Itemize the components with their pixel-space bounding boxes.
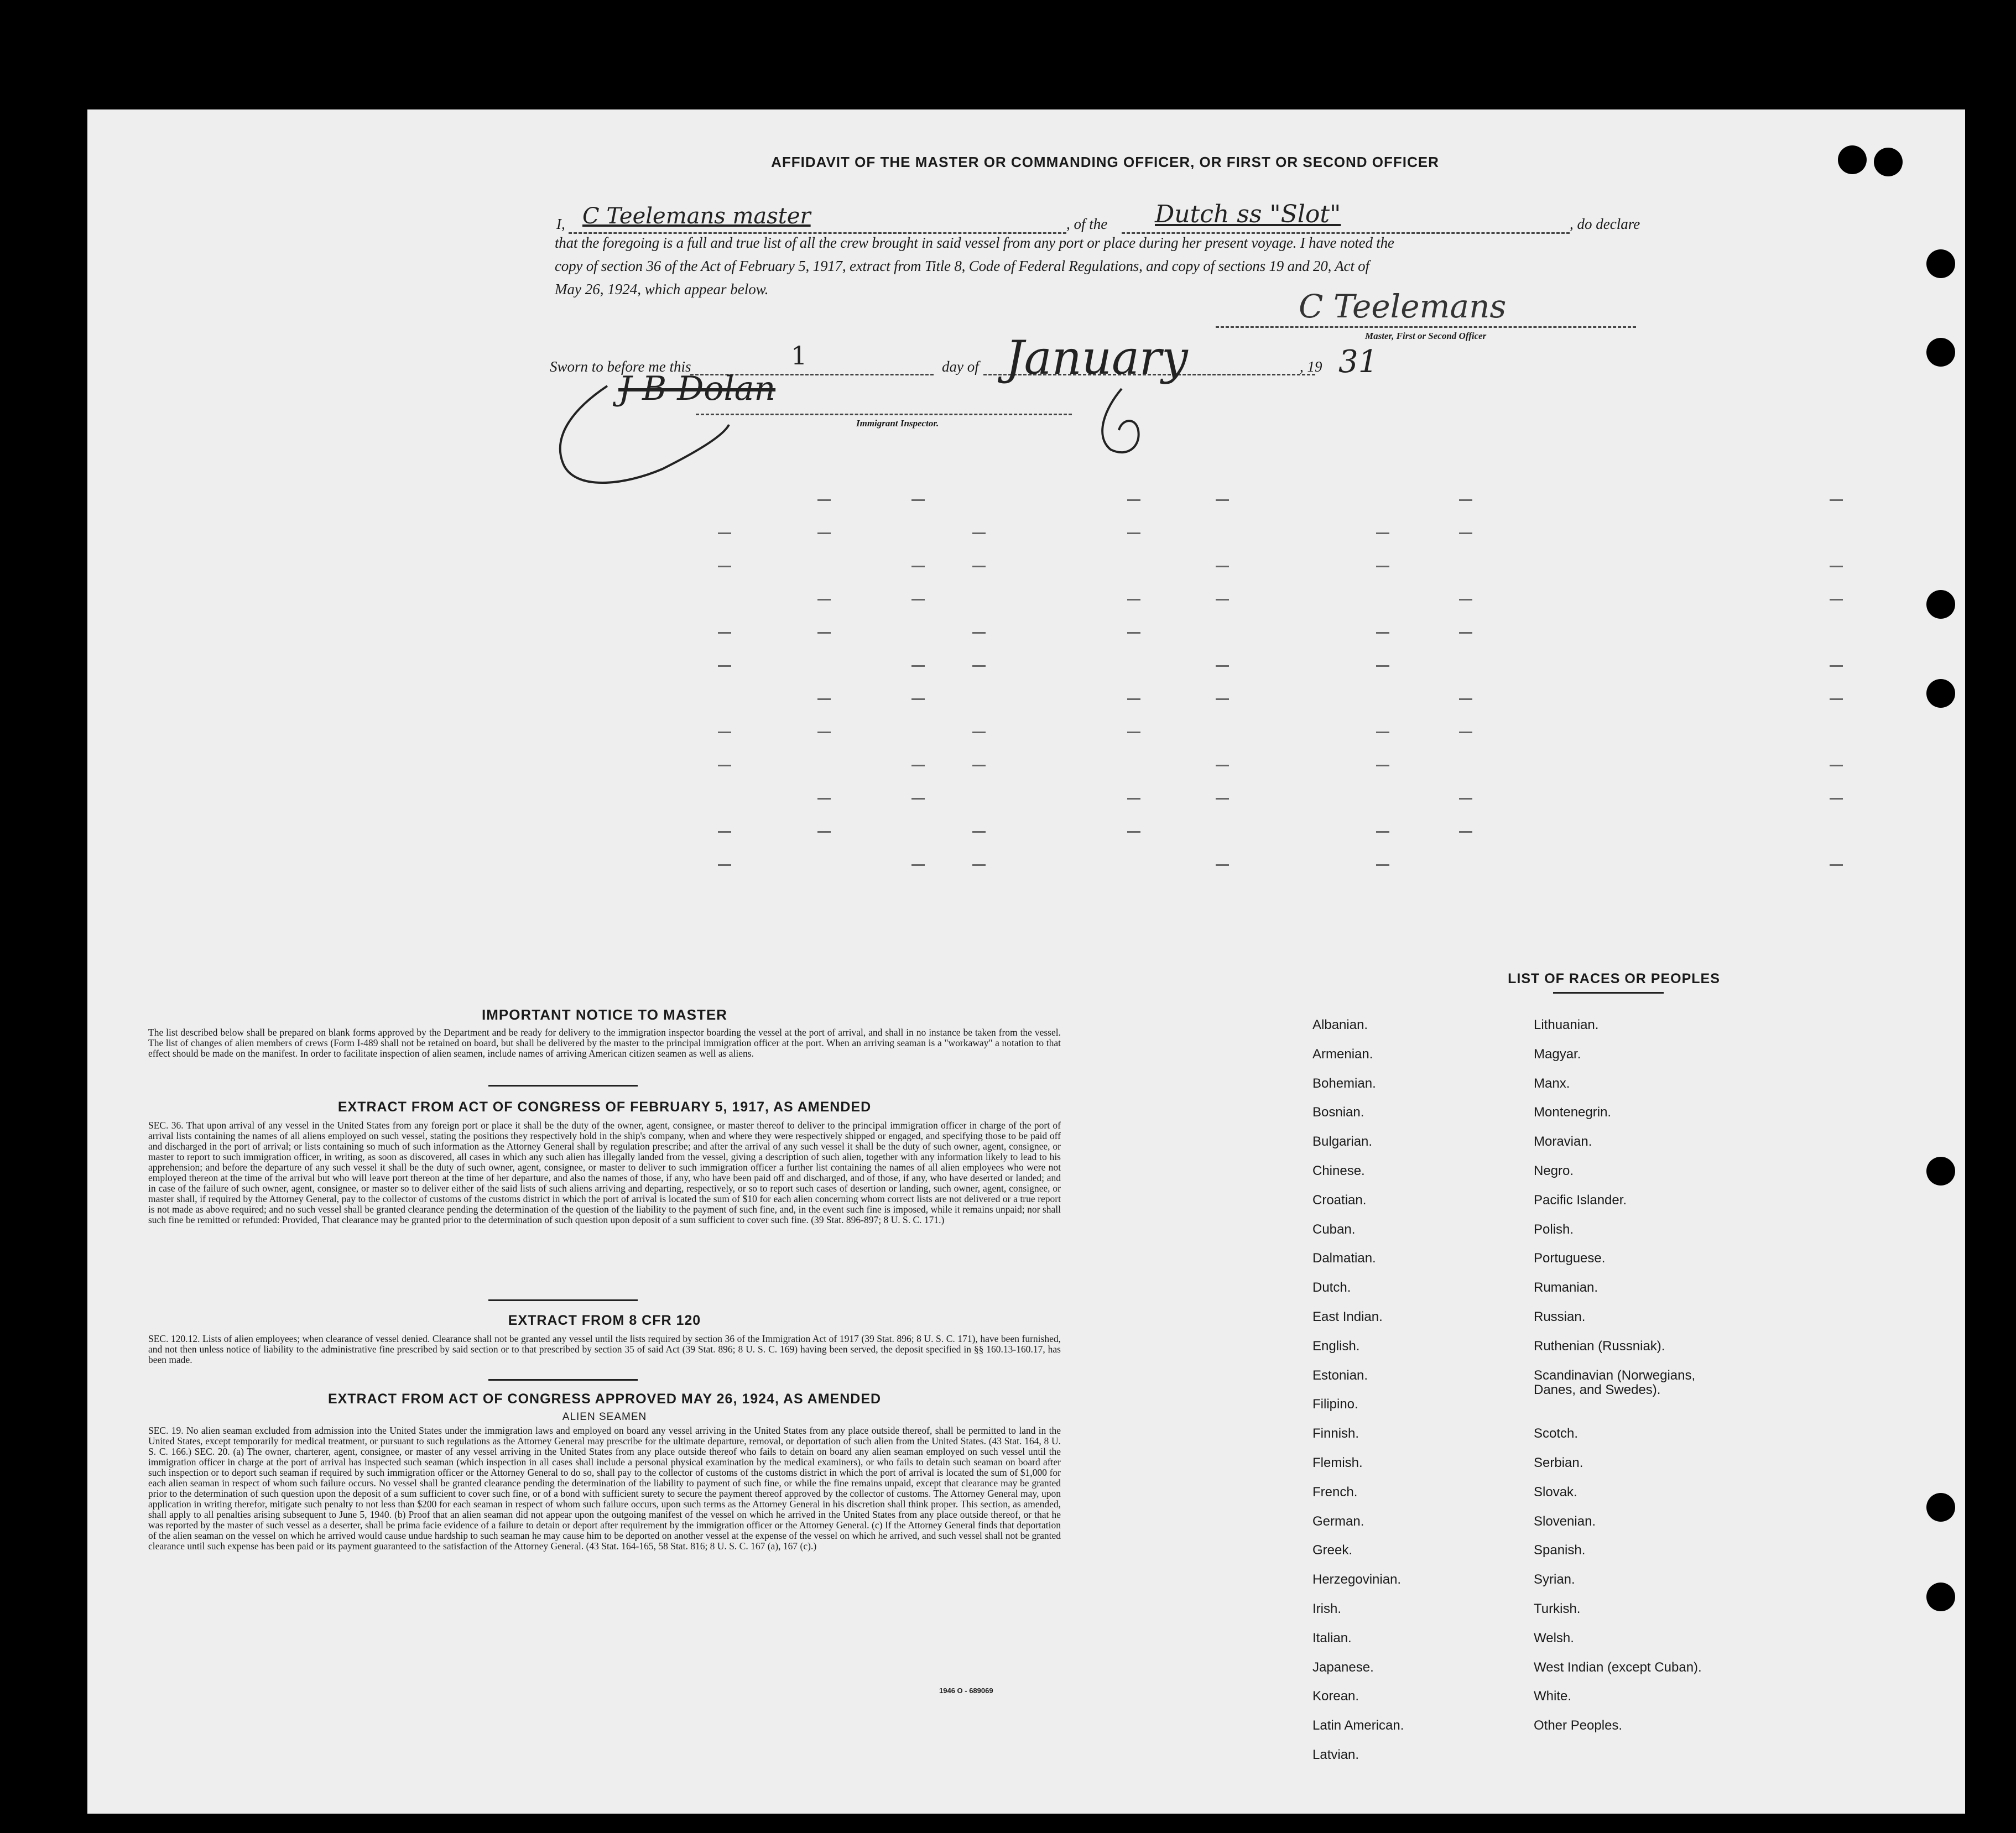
faint-dash (972, 864, 986, 866)
punch-hole (1926, 679, 1955, 708)
i-label: I, (556, 216, 565, 232)
faint-dash (718, 566, 731, 567)
punch-hole (1874, 148, 1903, 176)
race-item: Bulgarian. (1312, 1134, 1373, 1150)
master-name-handwritten: C Teelemans master (582, 203, 811, 229)
faint-dash (911, 864, 925, 866)
race-item: Montenegrin. (1534, 1105, 1612, 1120)
extract-1917-title: EXTRACT FROM ACT OF CONGRESS OF FEBRUARY 5, 1917, AS AMENDED (337, 1099, 872, 1115)
punch-hole (1926, 590, 1955, 619)
faint-dash (1459, 532, 1472, 534)
race-item: Japanese. (1312, 1659, 1374, 1675)
race-item: Welsh. (1534, 1630, 1574, 1646)
faint-dash (1830, 665, 1843, 667)
race-item: Portuguese. (1534, 1251, 1606, 1266)
race-item: Magyar. (1534, 1046, 1581, 1062)
race-item: Armenian. (1312, 1046, 1373, 1062)
faint-dash (817, 732, 831, 733)
faint-dash (1376, 532, 1389, 534)
race-item: Rumanian. (1534, 1280, 1598, 1296)
faint-dash (718, 665, 731, 667)
punch-hole (1926, 249, 1955, 278)
faint-dash (911, 698, 925, 700)
race-item: Ruthenian (Russniak). (1534, 1338, 1665, 1354)
sworn-day: 1 (791, 341, 808, 370)
race-item: Irish. (1312, 1601, 1342, 1616)
faint-dash (718, 765, 731, 766)
faint-dash (972, 765, 986, 766)
faint-dash (911, 665, 925, 667)
print-code: 1946 O - 689069 (939, 1686, 993, 1695)
race-item: Flemish. (1312, 1455, 1363, 1470)
faint-dash (972, 665, 986, 667)
race-item: Russian. (1534, 1309, 1586, 1324)
faint-dash (911, 566, 925, 567)
race-item: Latin American. (1312, 1718, 1404, 1733)
extract-1924-body: SEC. 19. No alien seaman excluded from admission into the United States under the immigration laws and employed on board any vessel arriving in the United States from any place outside thereof, shall be permitted to land in the United States, except temporarily for medical treatment, or pursuant to such regulations as the Attorney General may prescribe for the ultimate departure, removal, or deportation of such alien from the United States. (43 Stat. 164, 8 U. S. C. 166.) SEC. 20. (a) The owner, charterer, agent, consignee, or master of any vessel arriving in the United States from any place outside thereof who fails to detain on board any alien seaman employed on such vessel until the immigration officer in charge at the port of arrival has inspected such seaman (which inspection in all cases shall include a personal physical examination by the medical examiners), or who fails to detain such seaman on board after such inspection or to deport such seaman if required by such immigration officer or the Attorney General to do so, shall pay to the collector of customs of the customs district in which the port of arrival is located the sum of $1,000 for each alien seaman in respect of whom such failure occurs. No vessel shall be granted clearance pending the determination of the liability to payment of such fine, or while the fine remains unpaid, except that clearance may be granted prior to the determination of such question upon the deposit of a sum sufficient to cover such fine, or of a bond with sufficient surety to secure the payment thereof approved by the collector of customs. The Attorney General may, upon application in writing therefor, mitigate such penalty to not less than $200 for each seaman in respect of whom such failure occurs, upon such terms as the Attorney General in his discretion shall think proper. This section, as amended, shall apply to all penalties arising subsequent to June 5, 1940. (b) Proof that an alien seaman did not appear upon the outgoing manifest of the vessel on which he arrived in the United States from any place outside thereof, or that he was reported by the master of such vessel as a deserter, shall be prima facie evidence of a failure to detain or deport after requirement by the immigration officer or the Attorney General. (c) If the Attorney General finds that deportation of the alien seaman on the vessel on which he arrived would cause undue hardship to such seaman he may cause him to be deported on another vessel at the expense of the vessel on which he arrived, and such vessel shall not be granted clearance until such expense has been paid or its payment guaranteed to the satisfaction of the Attorney General. (43 Stat. 164-165, 58 Stat. 816; 8 U. S. C. 167 (a), 167 (c).) (148, 1425, 1061, 1552)
race-item: Manx. (1534, 1075, 1570, 1091)
faint-dash (1376, 765, 1389, 766)
faint-dash (1216, 566, 1229, 567)
faint-dash (718, 632, 731, 634)
faint-dash (1830, 566, 1843, 567)
faint-dash (1127, 632, 1140, 634)
extract-cfr-title: EXTRACT FROM 8 CFR 120 (508, 1313, 701, 1328)
race-item: Pacific Islander. (1534, 1192, 1627, 1208)
race-item: Scotch. (1534, 1426, 1579, 1442)
faint-dash (817, 499, 831, 501)
punch-hole (1926, 1157, 1955, 1186)
race-item: Polish. (1534, 1221, 1574, 1237)
faint-dash (1830, 765, 1843, 766)
notice-body: The list described below shall be prepared on blank forms approved by the Department and be ready for delivery to the immigration inspector boarding the vessel at the port of arrival, and shall in no instance be taken from the vessel. The list of changes of alien members of crews (Form I-489 shall not be retained on board, but shall be delivered by the master to the principal immigration officer at the port. When an arriving seaman is a "workaway" a notation to that effect should be made on the manifest. In order to facilitate inspection of alien seamen, include names of arriving American citizen seamen as well as aliens. (148, 1027, 1061, 1059)
notice-title: IMPORTANT NOTICE TO MASTER (482, 1006, 727, 1023)
race-item: Scandinavian (Norwegians, (1534, 1367, 1696, 1383)
race-item: Finnish. (1312, 1426, 1359, 1442)
faint-dash (1127, 698, 1140, 700)
faint-dash (1376, 566, 1389, 567)
vessel-name-handwritten: Dutch ss "Slot" (1155, 200, 1341, 228)
day-of-label: day of (942, 358, 979, 375)
race-item: English. (1312, 1338, 1360, 1354)
sworn-month: January (1006, 331, 1188, 385)
race-item: Dutch. (1312, 1280, 1351, 1296)
punch-hole (1926, 1583, 1955, 1611)
race-item: Bohemian. (1312, 1075, 1376, 1091)
sworn-label: Sworn to before me this (550, 358, 691, 375)
faint-dash (972, 732, 986, 733)
faint-dash (718, 831, 731, 833)
master-signature: C Teelemans (1299, 288, 1507, 325)
faint-dash (1216, 665, 1229, 667)
race-item: Slovak. (1534, 1484, 1577, 1500)
faint-dash (817, 831, 831, 833)
faint-dash (1127, 532, 1140, 534)
faint-dash (817, 632, 831, 634)
faint-dash (1216, 698, 1229, 700)
race-item: Estonian. (1312, 1367, 1368, 1383)
race-item: Korean. (1312, 1689, 1359, 1704)
faint-dash (972, 532, 986, 534)
faint-dash (1127, 798, 1140, 800)
race-item: Spanish. (1534, 1543, 1586, 1558)
inspector-caption: Immigrant Inspector. (856, 418, 939, 429)
race-item: Slovenian. (1534, 1513, 1596, 1529)
race-item: Turkish. (1534, 1601, 1581, 1616)
of-the-label: , of the (1066, 216, 1108, 232)
faint-dash (1376, 831, 1389, 833)
faint-dash (911, 765, 925, 766)
faint-dash (972, 831, 986, 833)
faint-dash (911, 798, 925, 800)
race-item: Chinese. (1312, 1163, 1365, 1178)
extract-cfr-body: SEC. 120.12. Lists of alien employees; when clearance of vessel denied. Clearance shall not be granted any vessel until the lists required by section 36 of the Immigration Act of 1917 (39 Stat. 896; 8 U. S. C. 171), have been furnished, and not then unless notice of liability to the administrative fine prescribed by said section or to that prescribed by section 35 of said Act (39 Stat. 896; 8 U. S. C. 169) having been served, the deposit specified in §§ 160.13-160.17, has been made. (148, 1333, 1061, 1365)
faint-dash (1216, 798, 1229, 800)
faint-dash (911, 499, 925, 501)
race-item: German. (1312, 1513, 1364, 1529)
faint-dash (1459, 698, 1472, 700)
faint-dash (817, 698, 831, 700)
race-item: Serbian. (1534, 1455, 1583, 1470)
race-item: Bosnian. (1312, 1105, 1364, 1120)
faint-dash (1376, 665, 1389, 667)
declaration-line-1: that the foregoing is a full and true list of all the crew brought in said vessel from any port or place during her present voyage. I have noted the (555, 234, 1394, 251)
race-item: Danes, and Swedes). (1534, 1382, 1661, 1397)
faint-dash (1830, 599, 1843, 600)
faint-dash (718, 864, 731, 866)
faint-dash (972, 632, 986, 634)
race-item: White. (1534, 1689, 1572, 1704)
extract-1924-subtitle: ALIEN SEAMEN (562, 1411, 647, 1423)
punch-hole (1838, 145, 1867, 174)
faint-dash (1216, 765, 1229, 766)
faint-dash (817, 532, 831, 534)
faint-dash (1127, 599, 1140, 600)
faint-dash (1127, 831, 1140, 833)
faint-dash (1376, 864, 1389, 866)
faint-dash (1459, 732, 1472, 733)
faint-dash (1376, 632, 1389, 634)
affidavit-title: AFFIDAVIT OF THE MASTER OR COMMANDING OFFICER, OR FIRST OR SECOND OFFICER (771, 154, 1439, 170)
race-item: Lithuanian. (1534, 1017, 1599, 1032)
year-prefix: , 19 (1300, 358, 1322, 375)
races-title: LIST OF RACES OR PEOPLES (1508, 971, 1720, 986)
race-item: Other Peoples. (1534, 1718, 1623, 1733)
race-item: West Indian (except Cuban). (1534, 1659, 1702, 1675)
master-caption: Master, First or Second Officer (1365, 331, 1487, 341)
faint-dash (1216, 499, 1229, 501)
race-item: Dalmatian. (1312, 1251, 1376, 1266)
faint-dash (1459, 499, 1472, 501)
faint-dash (1830, 499, 1843, 501)
extract-1917-body: SEC. 36. That upon arrival of any vessel in the United States from any foreign port or place it shall be the duty of the owner, agent, consignee, or master thereof to deliver to the principal immigration officer in charge of the port of arrival lists containing the names of all aliens employed on such vessel, stating the positions they respectively hold in the ship's company, when and where they were respectively shipped or engaged, and specifying those to be paid off and discharged in the port of arrival; or lists containing so much of such information as the Attorney General shall by regulation prescribe; and after the arrival of any such vessel it shall be the duty of such owner, agent, consignee, or master to report to such immigration officer, in writing, as soon as discovered, all cases in which any such alien has illegally landed from the vessel, giving a description of such alien, together with any information likely to lead to his apprehension; and before the departure of any such vessel it shall be the duty of such owner, agent, consignee, or master to deliver to such immigration officer a further list containing the names of all alien employees who were not employed thereon at the time of the arrival but who will leave port thereon at the time of her departure, and also the names of those, if any, who have been paid off and discharged, and of those, if any, who have deserted or landed; and in case of the failure of such owner, agent, consignee, or master so to deliver either of the said lists of such aliens arriving and departing, respectively, or so to report such cases of desertion or landing, such owner, agent, consignee, or master shall, if required by the Attorney General, pay to the collector of customs of the customs district in which the port of arrival is located the sum of $10 for each alien concerning whom correct lists are not delivered or a true report is not made as above required; and no such vessel shall be granted clearance pending the determination of the question of the liability to the payment of such fine, and, in the event such fine is imposed, while it remains unpaid; nor shall such fine be remitted or refunded: Provided, That clearance may be granted prior to the determination of such question upon deposit of a sum sufficient to cover such fine. (39 Stat. 896-897; 8 U. S. C. 171.) (148, 1120, 1061, 1225)
race-item: Cuban. (1312, 1221, 1356, 1237)
race-item: Negro. (1534, 1163, 1574, 1178)
extract-1924-title: EXTRACT FROM ACT OF CONGRESS APPROVED MAY 26, 1924, AS AMENDED (327, 1391, 882, 1407)
month-flourish (1088, 386, 1155, 458)
race-item: Croatian. (1312, 1192, 1367, 1208)
faint-dash (1216, 864, 1229, 866)
punch-hole (1926, 1493, 1955, 1522)
faint-dash (817, 599, 831, 600)
faint-dash (1459, 831, 1472, 833)
faint-dash (1830, 864, 1843, 866)
do-declare-label: , do declare (1570, 216, 1640, 232)
faint-dash (1216, 599, 1229, 600)
declaration-line-2: copy of section 36 of the Act of February 5, 1917, extract from Title 8, Code of Federal Regulations, and copy of sections 19 and 20, Act of (555, 258, 1369, 274)
faint-dash (911, 599, 925, 600)
faint-dash (1376, 732, 1389, 733)
faint-dash (1127, 499, 1140, 501)
document-page (87, 109, 1965, 1814)
race-item: Latvian. (1312, 1747, 1359, 1762)
faint-dash (1830, 798, 1843, 800)
faint-dash (1127, 732, 1140, 733)
faint-dash (718, 732, 731, 733)
faint-dash (1459, 632, 1472, 634)
race-item: Albanian. (1312, 1017, 1368, 1032)
faint-dash (817, 798, 831, 800)
race-item: Moravian. (1534, 1134, 1592, 1150)
race-item: Herzegovinian. (1312, 1572, 1402, 1587)
race-item: Greek. (1312, 1543, 1353, 1558)
race-item: Filipino. (1312, 1397, 1358, 1412)
race-item: Syrian. (1534, 1572, 1575, 1587)
faint-dash (1459, 599, 1472, 600)
inspector-signature: J B Dolan (618, 369, 776, 408)
faint-dash (718, 532, 731, 534)
faint-dash (1830, 698, 1843, 700)
race-item: Italian. (1312, 1630, 1352, 1646)
faint-dash (1459, 798, 1472, 800)
race-item: East Indian. (1312, 1309, 1383, 1324)
punch-hole (1926, 338, 1955, 367)
race-item: French. (1312, 1484, 1358, 1500)
declaration-line-3: May 26, 1924, which appear below. (555, 281, 769, 297)
faint-dash (972, 566, 986, 567)
sworn-year: 31 (1338, 344, 1378, 380)
